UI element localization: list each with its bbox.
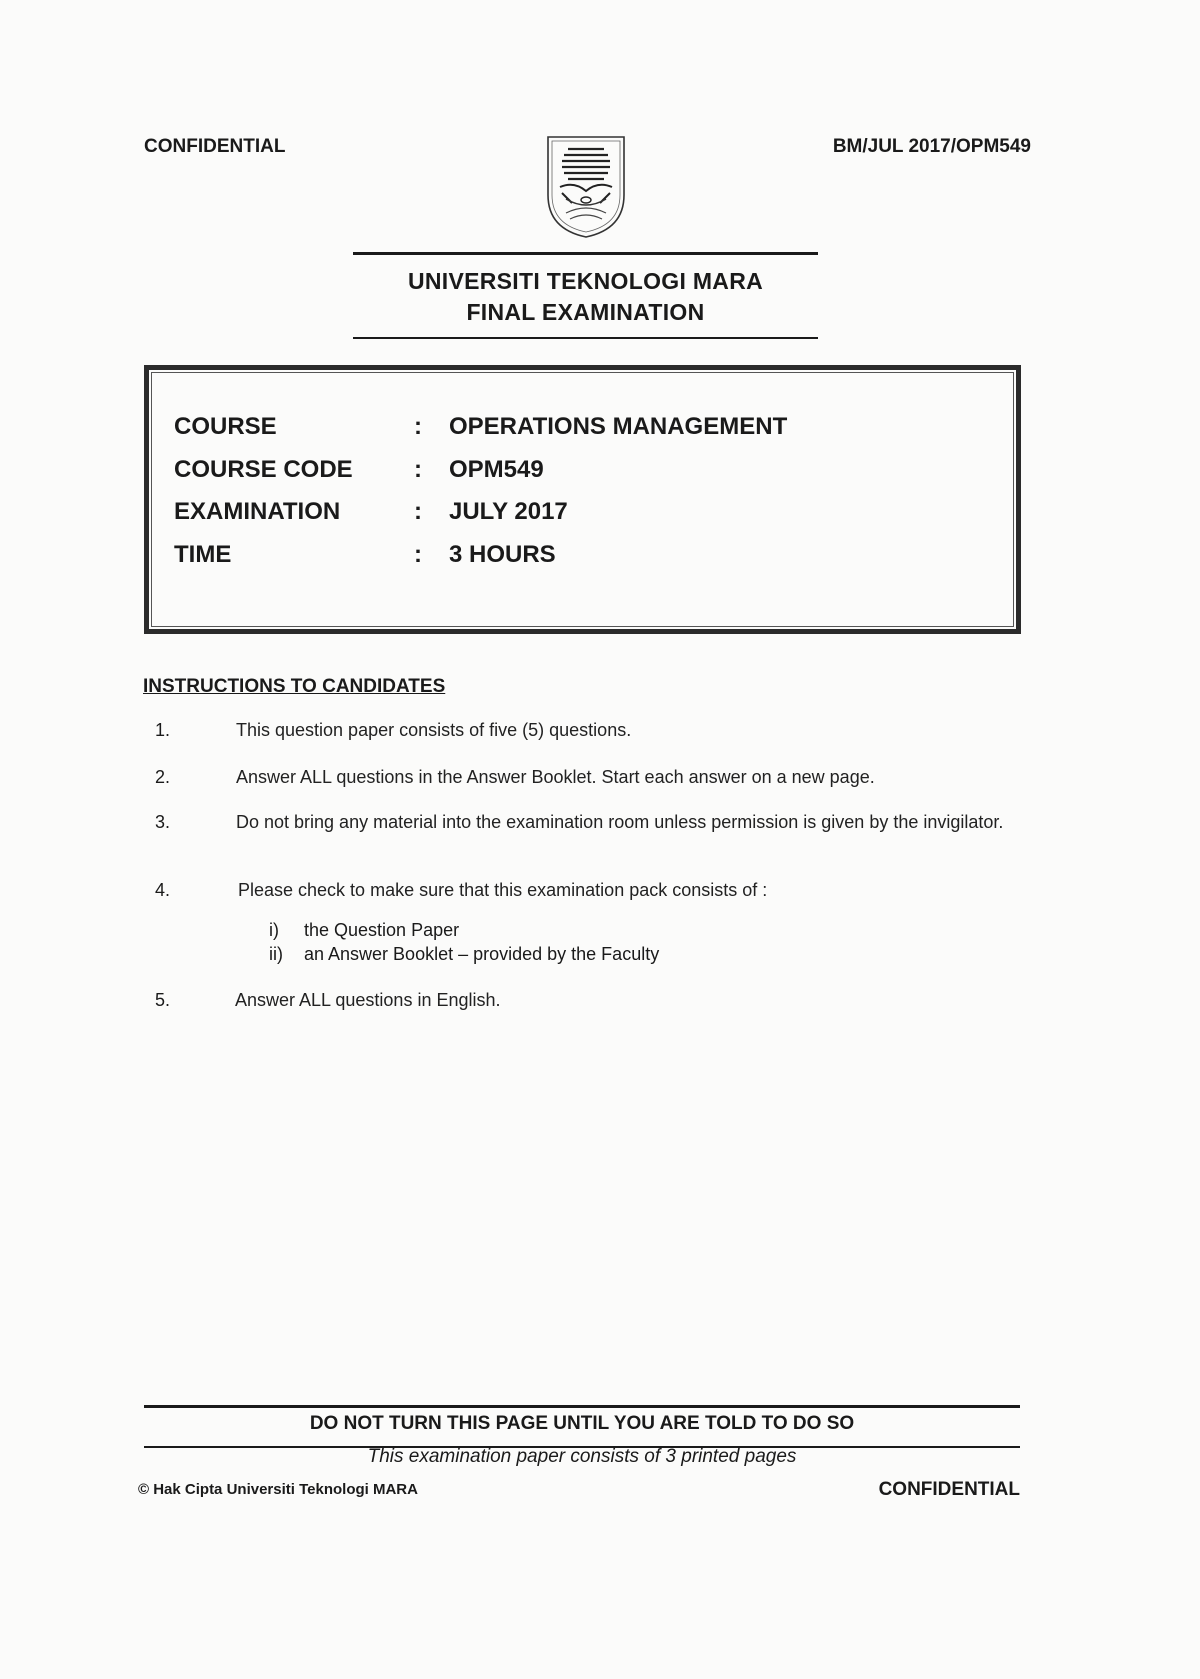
separator: : [414, 413, 422, 440]
subitem-number: i) [269, 920, 279, 940]
divider [353, 337, 818, 339]
exam-type: FINAL EXAMINATION [466, 299, 705, 325]
course-value: OPERATIONS MANAGEMENT [449, 413, 788, 440]
printed-pages-note: This examination paper consists of 3 printed pages [367, 1446, 797, 1467]
course-code-label: COURSE CODE [174, 456, 353, 483]
separator: : [414, 498, 422, 525]
separator: : [414, 541, 422, 568]
divider [144, 1405, 1020, 1408]
divider [353, 252, 818, 255]
examination-value: JULY 2017 [449, 498, 568, 525]
separator: : [414, 456, 422, 483]
university-name: UNIVERSITI TEKNOLOGI MARA [407, 268, 764, 294]
instructions-title: INSTRUCTIONS TO CANDIDATES [143, 676, 446, 697]
subitem: the Question Paper [304, 920, 460, 940]
instruction-item: Answer ALL questions in English. [235, 990, 501, 1010]
uitm-crest-icon [544, 133, 628, 239]
footer-confidential: CONFIDENTIAL [878, 1479, 1020, 1500]
do-not-turn-warning: DO NOT TURN THIS PAGE UNTIL YOU ARE TOLD TO DO SO [309, 1413, 855, 1434]
instruction-item: Do not bring any material into the examination room unless permission is given by the invigilator. [236, 812, 1004, 832]
paper-code: BM/JUL 2017/OPM549 [832, 136, 1031, 157]
examination-label: EXAMINATION [174, 498, 341, 525]
instruction-item: This question paper consists of five (5) questions. [236, 720, 632, 740]
header-confidential: CONFIDENTIAL [144, 136, 286, 157]
course-label: COURSE [174, 413, 277, 440]
instruction-number: 1. [155, 720, 171, 740]
subitem-number: ii) [269, 944, 283, 964]
instruction-number: 3. [155, 812, 171, 832]
instruction-item: Please check to make sure that this examination pack consists of : [238, 880, 768, 900]
course-code-value: OPM549 [449, 456, 544, 483]
subitem: an Answer Booklet – provided by the Faculty [304, 944, 660, 964]
time-value: 3 HOURS [449, 541, 556, 568]
instruction-number: 5. [155, 990, 171, 1010]
instruction-number: 2. [155, 767, 171, 787]
time-label: TIME [174, 541, 232, 568]
instruction-number: 4. [155, 880, 171, 900]
copyright-notice: © Hak Cipta Universiti Teknologi MARA [138, 1481, 418, 1498]
instruction-item: Answer ALL questions in the Answer Booklet. Start each answer on a new page. [236, 767, 875, 787]
